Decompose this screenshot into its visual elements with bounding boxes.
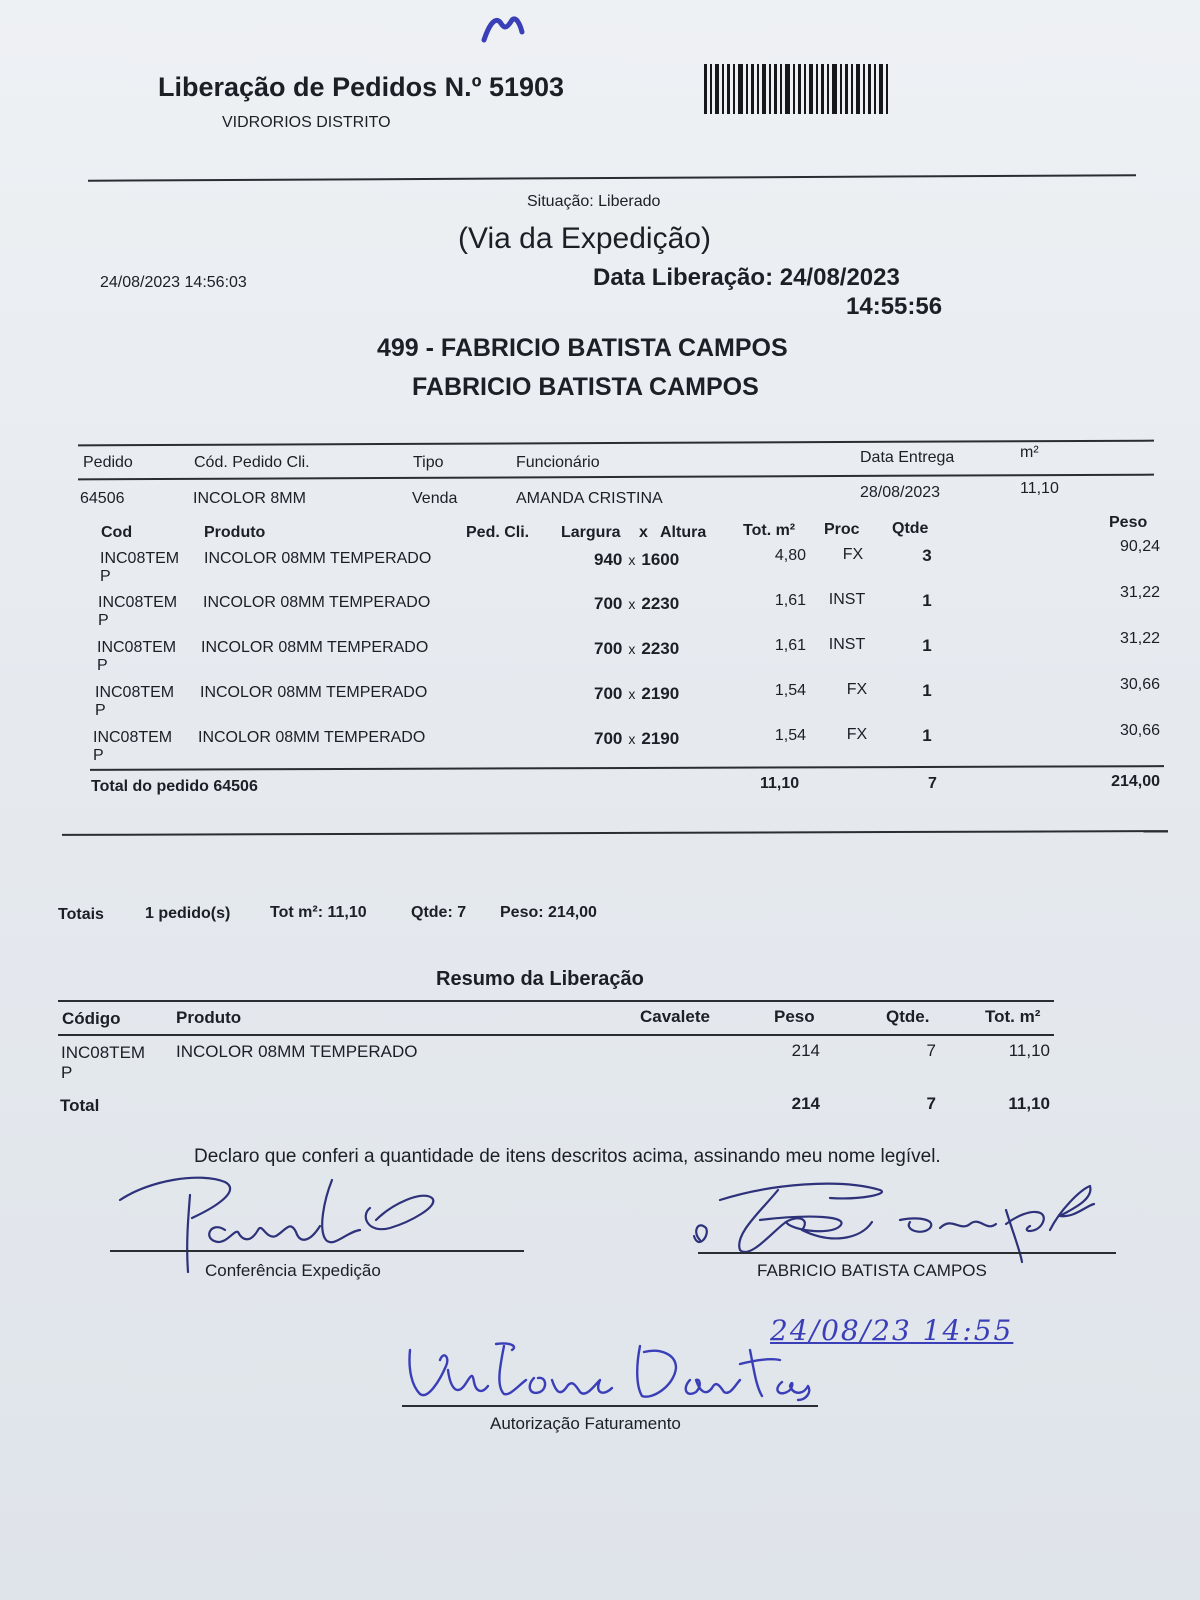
totals-m2: Tot m²: 11,10 (270, 904, 367, 921)
summary-total-tot-m2: 11,10 (1008, 1094, 1050, 1113)
items-col-qtde: Qtde (892, 520, 929, 537)
items-col-produto: Produto (204, 524, 266, 541)
summary-total-label: Total (60, 1096, 100, 1115)
item-dimensions: 700 x 2190 (594, 729, 680, 748)
items-col-tot-m2: Tot. m² (743, 522, 796, 539)
items-col-x: x (639, 524, 648, 541)
col-funcionario: Funcionário (516, 454, 600, 471)
col-m2: m² (1020, 444, 1039, 461)
item-dimensions: 700 x 2190 (594, 684, 680, 703)
item-proc: INST (828, 591, 866, 608)
item-peso: 30,66 (1119, 722, 1160, 739)
items-col-cod: Cod (101, 524, 133, 541)
pen-mark-icon (478, 10, 528, 46)
items-col-largura: Largura (561, 524, 621, 541)
item-produto: INCOLOR 08MM TEMPERADO (201, 639, 429, 656)
order-number: 64506 (80, 490, 125, 507)
item-produto: INCOLOR 08MM TEMPERADO (200, 684, 428, 701)
items-col-altura: Altura (660, 524, 707, 541)
document-title: Liberação de Pedidos N.º 51903 (158, 72, 565, 102)
signature-line-faturamento (402, 1405, 818, 1407)
item-cod: INC08TEM P (100, 550, 180, 585)
item-peso: 31,22 (1119, 584, 1160, 601)
col-data-entrega: Data Entrega (860, 449, 955, 466)
print-datetime: 24/08/2023 14:56:03 (100, 274, 247, 291)
summary-peso: 214 (791, 1041, 820, 1060)
order-total-m2: 11,10 (760, 775, 800, 792)
status-text: Situação: Liberado (527, 193, 661, 210)
item-cod: INC08TEM P (98, 594, 178, 629)
signature-faturamento (400, 1330, 820, 1410)
client-code-name: 499 - FABRICIO BATISTA CAMPOS (377, 334, 788, 362)
summary-col-codigo: Código (62, 1009, 121, 1028)
summary-total-qtde: 7 (926, 1094, 936, 1113)
summary-col-cavalete: Cavalete (640, 1007, 710, 1026)
totals-pedidos: 1 pedido(s) (145, 905, 231, 922)
summary-codigo: INC08TEM P (61, 1043, 146, 1082)
item-proc: INST (828, 636, 866, 653)
totals-label: Totais (58, 906, 104, 923)
item-peso: 90,24 (1119, 538, 1160, 555)
item-dimensions: 700 x 2230 (594, 639, 680, 658)
signature-label-faturamento: Autorização Faturamento (490, 1414, 681, 1433)
copy-label: (Via da Expedição) (458, 222, 711, 255)
summary-top-rule (58, 1000, 1054, 1002)
summary-header-rule (58, 1034, 1054, 1036)
item-tot-m2: 1,54 (774, 682, 806, 699)
summary-col-tot-m2: Tot. m² (985, 1007, 1041, 1026)
col-pedido: Pedido (83, 454, 133, 471)
summary-produto: INCOLOR 08MM TEMPERADO (176, 1042, 418, 1061)
summary-tot-m2: 11,10 (1008, 1041, 1050, 1060)
item-tot-m2: 1,61 (774, 637, 806, 654)
order-total-qtde: 7 (928, 775, 937, 792)
order-section-divider (62, 830, 1168, 836)
item-cod: INC08TEM P (95, 684, 175, 719)
item-produto: INCOLOR 08MM TEMPERADO (198, 729, 426, 746)
order-header-bottom-rule (78, 474, 1154, 481)
col-tipo: Tipo (413, 454, 444, 471)
items-col-ped-cli: Ped. Cli. (466, 524, 530, 541)
release-time: 14:55:56 (846, 293, 943, 320)
item-produto: INCOLOR 08MM TEMPERADO (204, 550, 432, 567)
items-col-proc: Proc (824, 521, 860, 538)
item-qtde: 1 (922, 636, 932, 655)
order-total-peso: 214,00 (1111, 773, 1160, 790)
order-employee: AMANDA CRISTINA (516, 490, 663, 507)
summary-qtde: 7 (926, 1041, 936, 1060)
order-header-top-rule (78, 440, 1154, 447)
release-date: Data Liberação: 24/08/2023 (593, 264, 900, 291)
item-dimensions: 700 x 2230 (594, 594, 680, 613)
summary-col-produto: Produto (176, 1008, 242, 1027)
order-client-code: INCOLOR 8MM (193, 490, 306, 507)
signature-label-expedicao: Conferência Expedição (205, 1261, 381, 1280)
client-name: FABRICIO BATISTA CAMPOS (412, 373, 759, 401)
signature-line-expedicao (110, 1250, 524, 1252)
company-name: VIDRORIOS DISTRITO (222, 114, 391, 131)
summary-total-peso: 214 (791, 1094, 820, 1113)
item-produto: INCOLOR 08MM TEMPERADO (203, 594, 431, 611)
item-dimensions: 940 x 1600 (594, 550, 680, 569)
order-total-rule (90, 765, 1164, 771)
summary-title: Resumo da Liberação (436, 968, 644, 990)
item-proc: FX (842, 546, 864, 563)
order-type: Venda (412, 490, 458, 507)
declaration-text: Declaro que conferi a quantidade de itens descritos acima, assinando meu nome legível. (194, 1146, 941, 1167)
signature-client (690, 1170, 1110, 1270)
item-qtde: 3 (922, 546, 932, 565)
order-total-label: Total do pedido 64506 (91, 778, 258, 795)
signature-line-client (698, 1252, 1116, 1254)
item-cod: INC08TEM P (93, 729, 173, 764)
item-qtde: 1 (922, 591, 932, 610)
totals-peso: Peso: 214,00 (500, 904, 597, 921)
item-proc: FX (846, 681, 868, 698)
item-tot-m2: 1,61 (774, 592, 806, 609)
signature-label-client: FABRICIO BATISTA CAMPOS (757, 1261, 987, 1280)
item-peso: 31,22 (1119, 630, 1160, 647)
item-proc: FX (846, 726, 868, 743)
summary-col-peso: Peso (774, 1007, 815, 1026)
barcode-icon (704, 64, 890, 116)
order-m2: 11,10 (1020, 480, 1059, 497)
item-tot-m2: 4,80 (774, 547, 806, 564)
items-col-peso: Peso (1109, 514, 1148, 531)
handwritten-date: 24/08/23 14:55 (770, 1314, 1014, 1347)
header-divider (88, 174, 1136, 181)
item-qtde: 1 (922, 681, 932, 700)
order-delivery-date: 28/08/2023 (860, 484, 941, 501)
item-qtde: 1 (922, 726, 932, 745)
col-cod-pedido-cli: Cód. Pedido Cli. (194, 454, 310, 471)
totals-qtde: Qtde: 7 (411, 904, 467, 921)
item-tot-m2: 1,54 (774, 727, 806, 744)
item-cod: INC08TEM P (97, 639, 177, 674)
summary-col-qtde: Qtde. (886, 1007, 930, 1026)
item-peso: 30,66 (1119, 676, 1160, 693)
